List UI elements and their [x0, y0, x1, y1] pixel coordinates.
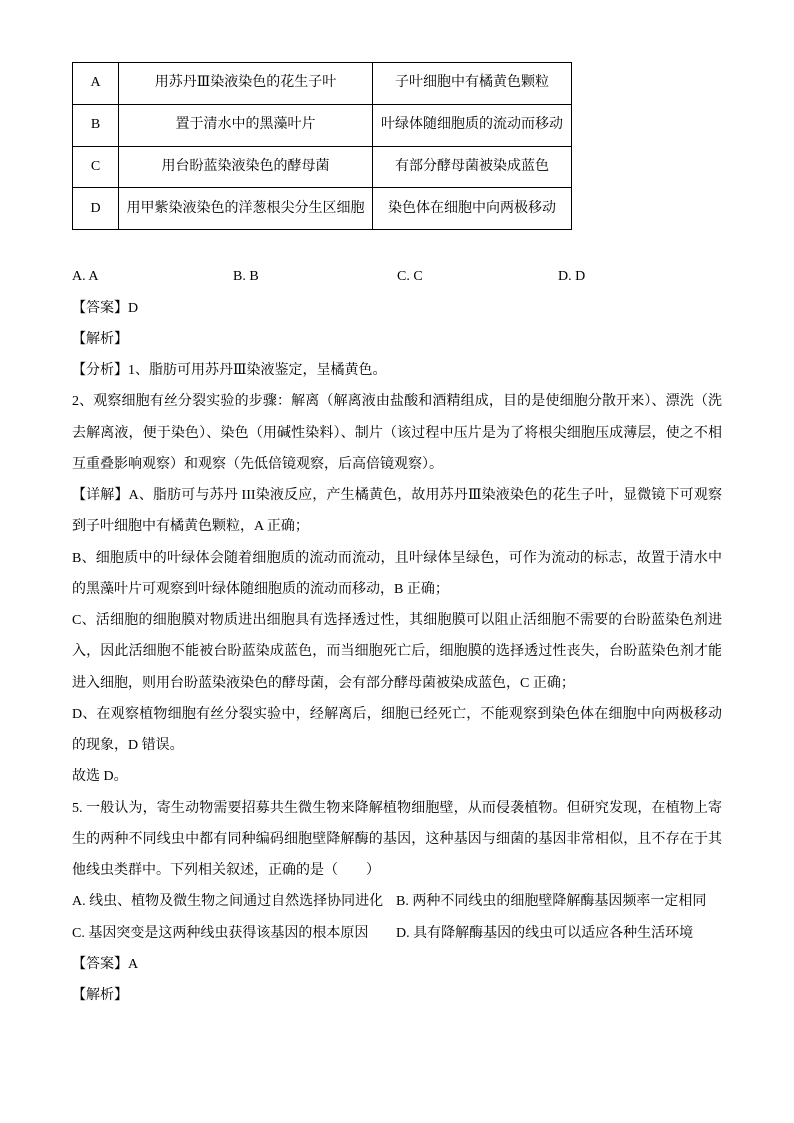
observation-cell: 有部分酵母菌被染成蓝色 — [373, 146, 572, 188]
q5-explanation-heading: 【解析】 — [72, 988, 128, 1004]
q5-choices-row — [72, 918, 722, 949]
q5-choice-c: C. 基因突变是这两种线虫获得该基因的根本原因 — [72, 925, 369, 941]
detail-line: 的黑藻叶片可观察到叶绿体随细胞质的流动而移动，B 正确； — [72, 581, 449, 597]
detail-line: D、在观察植物细胞有丝分裂实验中，经解离后，细胞已经死亡，不能观察到染色体在细胞中向两极移动 — [72, 706, 722, 722]
q4-choice-c: C. C — [397, 269, 423, 285]
detail-line: B、细胞质中的叶绿体会随着细胞质的流动而流动，且叶绿体呈绿色，可作为流动的标志，故置于清水中 — [72, 550, 722, 566]
q4-choice-a: A. A — [72, 269, 99, 285]
q4-choices-row — [72, 261, 722, 292]
option-letter-cell: C — [73, 146, 119, 188]
q5-stem-line: 生的两种不同线虫中都有同种编码细胞壁降解酶的基因，这种基因与细菌的基因非常相似，且不存在于其 — [72, 831, 722, 847]
detail-line: 入，因此活细胞不能被台盼蓝染成蓝色，而当细胞死亡后，细胞膜的选择透过性丧失，台盼蓝染色剂才能 — [72, 644, 722, 660]
table-row — [73, 104, 572, 146]
option-letter-cell: A — [73, 63, 119, 105]
q5-stem-line: 5. 一般认为，寄生动物需要招募共生微生物来降解植物细胞壁，从而侵袭植物。但研究发现，在植物上寄 — [72, 800, 722, 816]
q4-choice-d: D. D — [558, 269, 586, 285]
observation-cell: 染色体在细胞中向两极移动 — [373, 188, 572, 230]
material-cell: 用苏丹Ⅲ染液染色的花生子叶 — [119, 63, 373, 105]
q4-explanation-heading: 【解析】 — [72, 331, 128, 347]
table-row — [73, 146, 572, 188]
observation-cell: 叶绿体随细胞质的流动而移动 — [373, 104, 572, 146]
q5-choice-d: D. 具有降解酶基因的线虫可以适应各种生活环境 — [396, 925, 694, 941]
table-row — [73, 63, 572, 105]
detail-line: 【详解】A、脂肪可与苏丹 III染液反应，产生橘黄色，故用苏丹Ⅲ染液染色的花生子叶，显微镜下可观察 — [72, 488, 722, 504]
q5-stem-line: 他线虫类群中。下列相关叙述，正确的是（ ） — [72, 863, 380, 879]
q5-answer-label: 【答案】A — [72, 956, 139, 972]
material-cell: 置于清水中的黑藻叶片 — [119, 104, 373, 146]
observation-cell: 子叶细胞中有橘黄色颗粒 — [373, 63, 572, 105]
detail-line: 的现象，D 错误。 — [72, 738, 184, 754]
q4-answer-label: 【答案】D — [72, 300, 139, 316]
detail-line: 进入细胞，则用台盼蓝染液染色的酵母菌，会有部分酵母菌被染成蓝色，C 正确； — [72, 675, 575, 691]
q5-choice-a: A. 线虫、植物及微生物之间通过自然选择协同进化 — [72, 894, 384, 910]
q5-choice-b: B. 两种不同线虫的细胞壁降解酶基因频率一定相同 — [396, 894, 707, 910]
conclusion-line: 故选 D。 — [72, 769, 128, 785]
option-letter-cell: B — [73, 104, 119, 146]
document-body — [72, 261, 722, 1011]
analysis-line: 去解离液，便于染色）、染色（用碱性染料）、制片（该过程中压片是为了将根尖细胞压成薄层，使之不相 — [72, 425, 722, 441]
material-cell: 用台盼蓝染液染色的酵母菌 — [119, 146, 373, 188]
analysis-line: 互重叠影响观察）和观察（先低倍镜观察，后高倍镜观察）。 — [72, 456, 443, 472]
detail-line: C、活细胞的细胞膜对物质进出细胞具有选择透过性，其细胞膜可以阻止活细胞不需要的台盼蓝染色剂进 — [72, 613, 722, 629]
table-row — [73, 188, 572, 230]
analysis-line: 【分析】1、脂肪可用苏丹Ⅲ染液鉴定，呈橘黄色。 — [72, 363, 387, 379]
detail-line: 到子叶细胞中有橘黄色颗粒，A 正确； — [72, 519, 309, 535]
option-letter-cell: D — [73, 188, 119, 230]
material-cell: 用甲紫染液染色的洋葱根尖分生区细胞 — [119, 188, 373, 230]
q4-choice-b: B. B — [233, 269, 259, 285]
analysis-line: 2、观察细胞有丝分裂实验的步骤：解离（解离液由盐酸和酒精组成，目的是使细胞分散开来）、漂洗（洗 — [72, 394, 722, 410]
experiment-table — [72, 62, 572, 230]
q5-choices-row — [72, 886, 722, 917]
